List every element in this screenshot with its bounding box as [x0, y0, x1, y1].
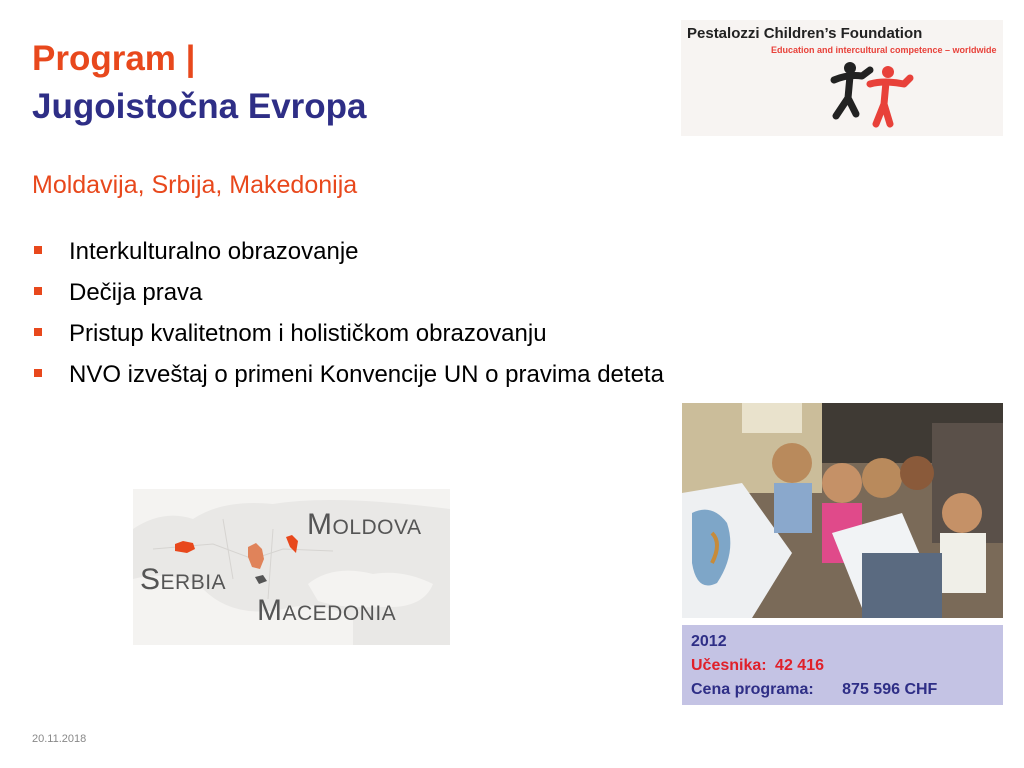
bullet-item	[32, 231, 664, 272]
bullet-text: Dečija prava	[69, 279, 203, 306]
bullet-list	[32, 231, 664, 395]
bullet-square-icon	[34, 369, 42, 377]
label-macedonia: MACEDONIA	[257, 594, 397, 627]
bullet-item	[32, 354, 664, 395]
bullet-text: Pristup kvalitetnom i holističkom obrazovanju	[69, 320, 547, 347]
participants-label: Učesnika:	[691, 657, 767, 674]
bullet-square-icon	[34, 287, 42, 295]
stats-year: 2012	[691, 633, 727, 650]
children-photo-illustration	[682, 403, 1003, 618]
region-map	[133, 489, 450, 645]
bullet-square-icon	[34, 328, 42, 336]
children-photo	[682, 403, 1003, 618]
logo-name: Pestalozzi Children’s Foundation	[687, 25, 923, 42]
stats-cost-row	[691, 680, 937, 700]
cost-value: 875 596 CHF	[842, 681, 938, 698]
bullet-item	[32, 272, 664, 313]
bullet-square-icon	[34, 246, 42, 254]
label-moldova: MOLDOVA	[307, 508, 422, 541]
stats-participants-row	[691, 656, 824, 676]
foundation-logo	[681, 20, 1003, 136]
footer-date: 20.11.2018	[32, 733, 87, 745]
bullet-text: NVO izveštaj o primeni Konvencije UN o pravima deteta	[69, 361, 664, 388]
logo-tagline: Education and intercultural competence – worldwide	[771, 45, 997, 55]
cost-label: Cena programa:	[691, 681, 814, 698]
participants-value: 42 416	[775, 657, 824, 674]
program-stats-box	[682, 625, 1003, 705]
pestalozzi-figures-logo-icon	[826, 58, 926, 130]
label-serbia: SERBIA	[140, 563, 227, 596]
bullet-item	[32, 313, 664, 354]
bullet-text: Interkulturalno obrazovanje	[69, 238, 359, 265]
subtitle: Moldavija, Srbija, Makedonija	[32, 171, 358, 199]
title-line-2: Jugoistočna Evropa	[32, 87, 367, 126]
title-line-1: Program |	[32, 39, 196, 78]
